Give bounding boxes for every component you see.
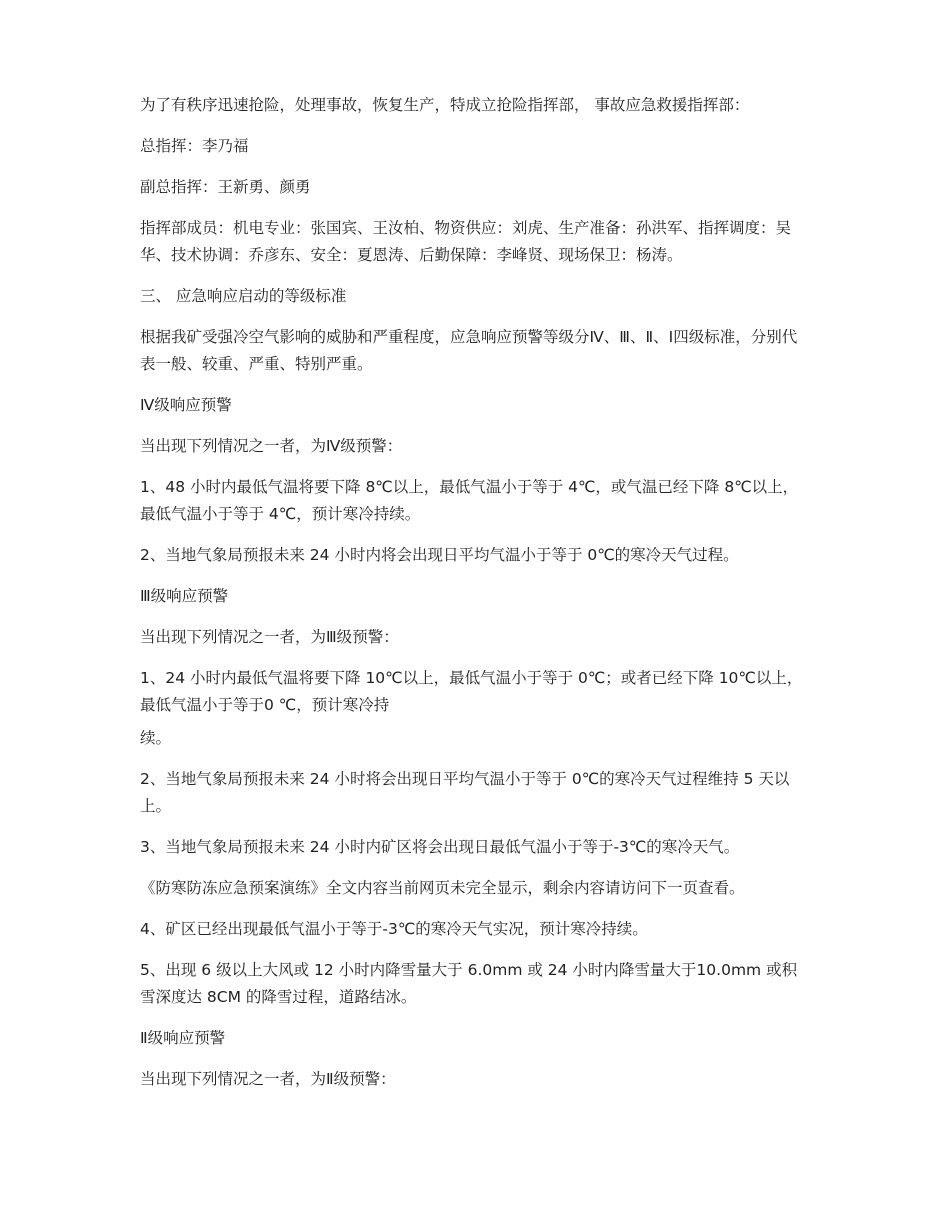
paragraph-level-2-intro: 当出现下列情况之一者，为Ⅱ级预警： (140, 1070, 396, 1088)
section-heading-3: 三、 应急响应启动的等级标准 (140, 287, 347, 305)
paragraph-levels: 根据我矿受强冷空气影响的威胁和严重程度，应急响应预警等级分Ⅳ、Ⅲ、Ⅱ、Ⅰ四级标准，分别代表一般、较重、严重、特别严重。 (140, 328, 798, 373)
paragraph-commander: 总指挥：李乃福 (140, 137, 249, 155)
heading-level-4: Ⅳ级响应预警 (140, 396, 232, 414)
paragraph-level-3-item-1: 1、24 小时内最低气温将要下降 10℃以上，最低气温小于等于 0℃；或者已经下降 10℃以上，最低气温小于等于0 ℃，预计寒冷持 (140, 669, 803, 714)
heading-level-3: Ⅲ级响应预警 (140, 587, 229, 605)
paragraph-page-notice: 《防寒防冻应急预案演练》全文内容当前网页未完全显示，剩余内容请访问下一页查看。 (140, 879, 745, 897)
paragraph-level-3-item-5: 5、出现 6 级以上大风或 12 小时内降雪量大于 6.0mm 或 24 小时内降雪量大于10.0mm 或积雪深度达 8CM 的降雪过程，道路结冰。 (140, 961, 798, 1006)
paragraph-level-3-item-1-continued: 续。 (140, 729, 172, 747)
paragraph-level-4-item-1: 1、48 小时内最低气温将要下降 8℃以上，最低气温小于等于 4℃，或气温已经下降 8℃以上，最低气温小于等于 4℃，预计寒冷持续。 (140, 478, 799, 523)
paragraph-level-3-item-2: 2、当地气象局预报未来 24 小时将会出现日平均气温小于等于 0℃的寒冷天气过程维持 5 天以上。 (140, 770, 790, 815)
paragraph-level-4-intro: 当出现下列情况之一者，为Ⅳ级预警： (140, 437, 403, 455)
paragraph-level-3-item-3: 3、当地气象局预报未来 24 小时内矿区将会出现日最低气温小于等于-3℃的寒冷天气。 (140, 838, 740, 856)
paragraph-level-3-intro: 当出现下列情况之一者，为Ⅲ级预警： (140, 628, 399, 646)
paragraph-deputy-commander: 副总指挥：王新勇、颜勇 (140, 178, 311, 196)
paragraph-intro: 为了有秩序迅速抢险，处理事故，恢复生产，特成立抢险指挥部， 事故应急救援指挥部： (140, 96, 750, 114)
paragraph-level-4-item-2: 2、当地气象局预报未来 24 小时内将会出现日平均气温小于等于 0℃的寒冷天气过程。 (140, 546, 739, 564)
paragraph-level-3-item-4: 4、矿区已经出现最低气温小于等于-3℃的寒冷天气实况，预计寒冷持续。 (140, 920, 648, 938)
heading-level-2: Ⅱ级响应预警 (140, 1029, 226, 1047)
document-body (140, 92, 812, 1107)
paragraph-members: 指挥部成员：机电专业：张国宾、王汝柏、物资供应：刘虎、生产准备：孙洪军、指挥调度：吴华、技术协调：乔彦东、安全：夏恩涛、后勤保障：李峰贤、现场保卫：杨涛。 (140, 219, 792, 264)
